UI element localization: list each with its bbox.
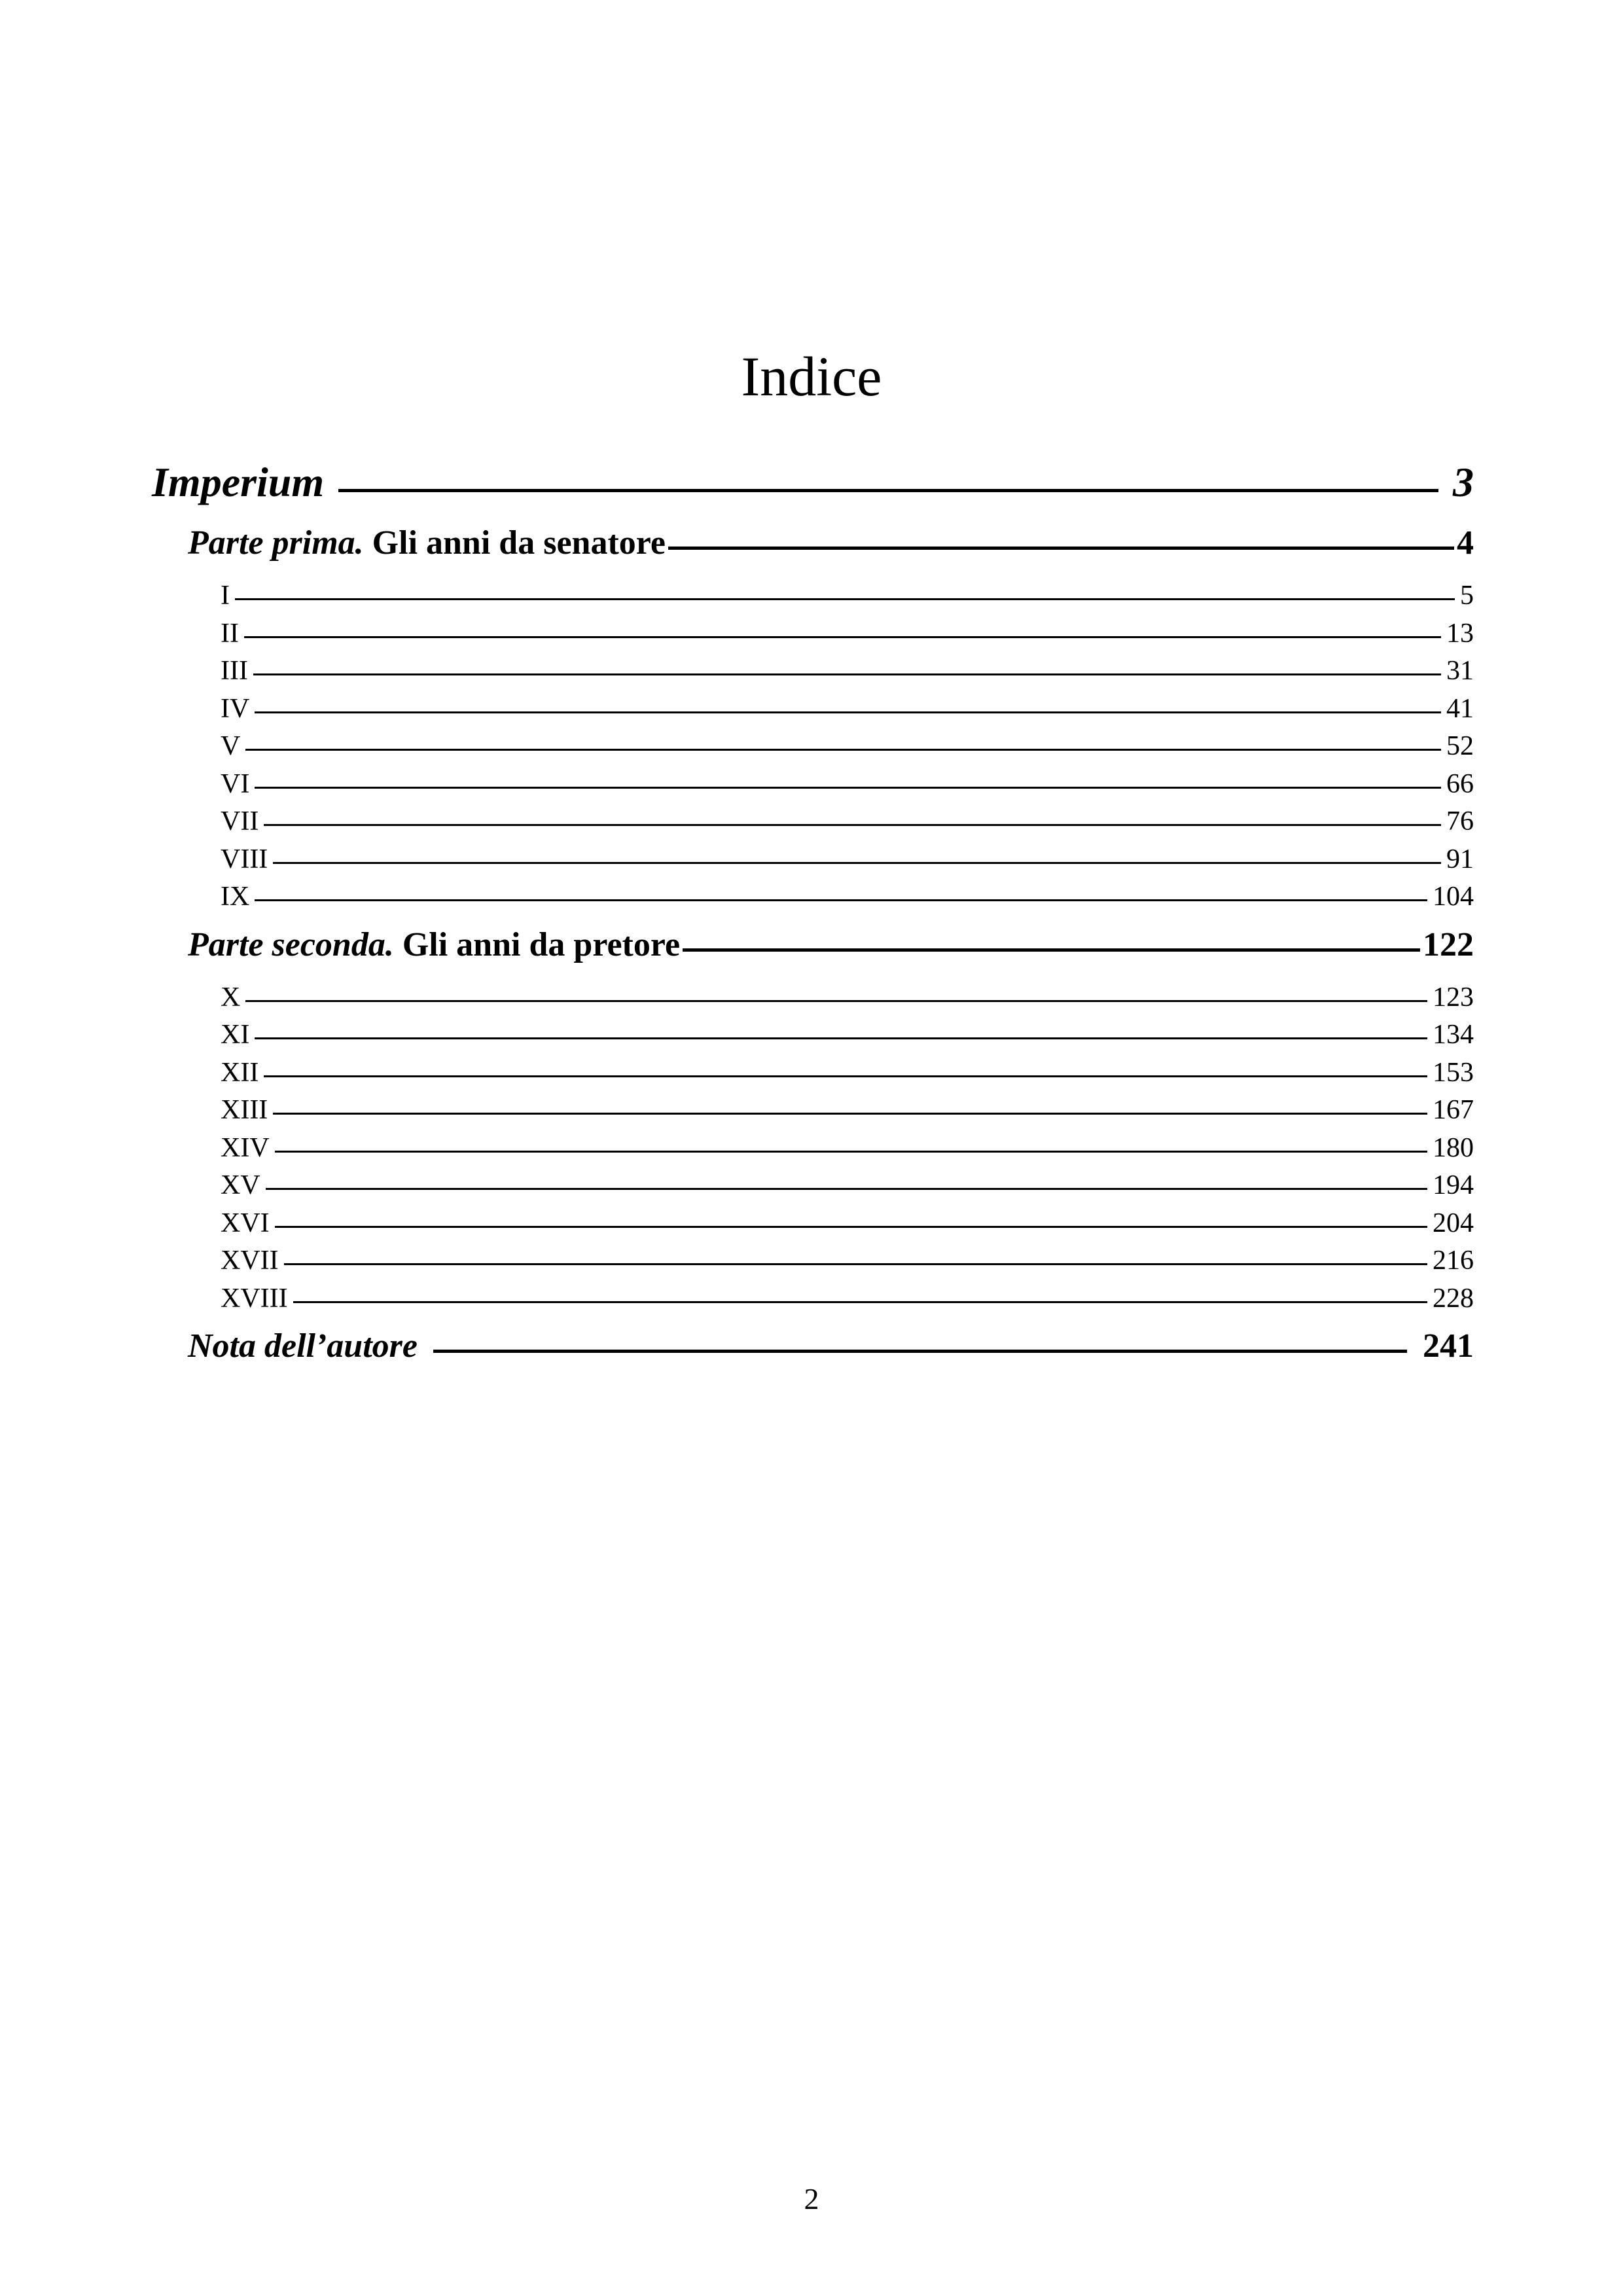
toc-chapter-entry[interactable] [152,618,1474,656]
toc-chapter-entry[interactable] [152,730,1474,768]
leader-line [273,862,1441,864]
chapter-page: 31 [1446,656,1474,686]
chapter-label: XII [221,1057,259,1088]
chapter-label: I [221,581,230,611]
toc-chapter-entry[interactable] [152,1057,1474,1095]
chapter-page: 153 [1433,1057,1474,1088]
leader-line [668,547,1454,550]
leader-line [266,1188,1427,1190]
chapter-page: 228 [1433,1283,1474,1314]
toc-chapter-entry[interactable] [152,580,1474,618]
leader-line [433,1350,1407,1353]
toc-chapter-entry[interactable] [152,1283,1474,1321]
chapter-page: 194 [1433,1170,1474,1200]
chapter-label: XIII [221,1095,268,1125]
toc-entry-parte-seconda[interactable] [152,925,1474,982]
chapter-label: XI [221,1020,250,1050]
leader-line [245,749,1441,751]
chapter-page: 216 [1433,1246,1474,1276]
leader-line [293,1301,1427,1303]
leader-line [255,711,1441,713]
chapter-label: XVII [221,1246,279,1276]
toc-entry-nota-autore[interactable] [152,1327,1474,1383]
leader-line [275,1151,1427,1153]
chapter-page: 76 [1446,806,1474,836]
leader-line [244,636,1441,638]
leader-line [255,1037,1427,1039]
leader-line [284,1263,1427,1265]
toc-chapter-entry[interactable] [152,1094,1474,1132]
chapter-label: XIV [221,1132,270,1163]
leader-line [253,673,1441,675]
toc-entry-page: 122 [1423,925,1474,963]
chapter-page: 123 [1433,982,1474,1013]
toc-chapter-entry[interactable] [152,655,1474,693]
toc-chapter-entry[interactable] [152,1132,1474,1170]
toc-chapter-entry[interactable] [152,1208,1474,1246]
chapter-page: 52 [1446,731,1474,761]
page-number: 2 [804,2182,819,2215]
leader-line [235,598,1455,600]
toc-chapter-entry[interactable] [152,1170,1474,1208]
chapter-label: III [221,656,248,686]
toc-chapter-entry[interactable] [152,1245,1474,1283]
toc-entry-page: 241 [1423,1327,1474,1365]
chapter-label: VIII [221,844,268,874]
chapter-label: IX [221,882,250,912]
table-of-contents [152,458,1474,1383]
chapter-page: 134 [1433,1020,1474,1050]
toc-entry-page: 4 [1457,524,1474,562]
chapter-label: VII [221,806,259,836]
leader-line [338,489,1438,492]
chapter-page: 66 [1446,768,1474,799]
leader-line [264,824,1441,826]
chapter-page: 180 [1433,1132,1474,1163]
toc-chapter-entry[interactable] [152,881,1474,919]
page-title: Indice [741,345,882,408]
chapter-label: II [221,618,239,649]
leader-line [255,787,1441,789]
chapter-label: IV [221,693,250,724]
toc-entry-label: Nota dell’autore [188,1327,418,1365]
toc-chapter-entry[interactable] [152,1019,1474,1057]
toc-entry-page: 3 [1453,459,1474,505]
chapter-page: 13 [1446,618,1474,649]
toc-entry-imperium[interactable] [152,458,1474,524]
chapter-label: V [221,731,241,761]
chapter-page: 104 [1433,882,1474,912]
chapter-label: X [221,982,241,1013]
chapter-label: XVI [221,1208,270,1238]
toc-entry-label: Imperium [152,459,325,505]
toc-chapter-entry[interactable] [152,982,1474,1020]
leader-line [273,1113,1427,1115]
chapter-label: XV [221,1170,260,1200]
toc-entry-label: Parte prima. Gli anni da senatore [188,524,666,562]
chapter-label: VI [221,768,250,799]
leader-line [683,948,1420,952]
chapter-label: XVIII [221,1283,288,1314]
chapter-page: 41 [1446,693,1474,724]
chapter-page: 5 [1460,581,1474,611]
chapter-page: 91 [1446,844,1474,874]
leader-line [264,1075,1427,1077]
toc-chapter-entry[interactable] [152,693,1474,731]
toc-chapter-entry[interactable] [152,768,1474,806]
chapter-page: 204 [1433,1208,1474,1238]
leader-line [275,1226,1427,1228]
toc-chapter-entry[interactable] [152,806,1474,844]
toc-chapter-entry[interactable] [152,844,1474,882]
toc-entry-label: Parte seconda. Gli anni da pretore [188,925,681,963]
chapter-page: 167 [1433,1095,1474,1125]
leader-line [255,899,1427,901]
toc-entry-parte-prima[interactable] [152,524,1474,580]
leader-line [245,1000,1427,1002]
